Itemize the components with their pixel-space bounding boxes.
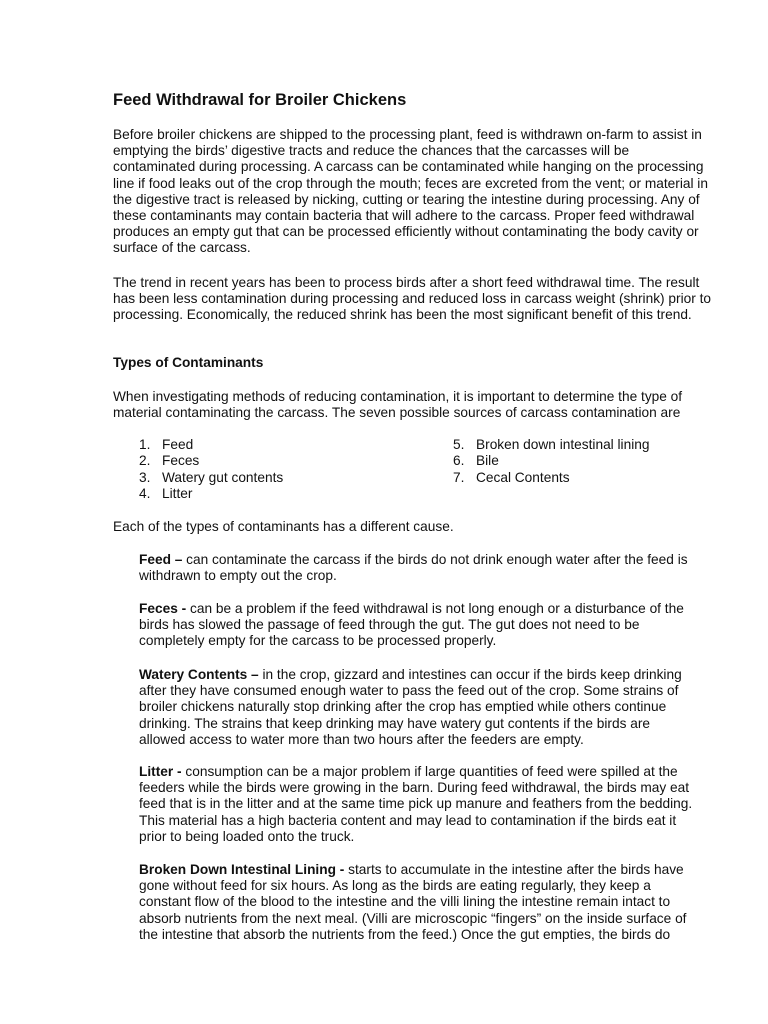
definition-intestinal-lining — [139, 862, 697, 943]
list-item-number: 4. — [139, 486, 151, 502]
definition-watery-contents — [139, 667, 697, 748]
intro-paragraph-1: Before broiler chickens are shipped to the processing plant, feed is withdrawn on-farm to assist in emptying the birds’ digestive tracts and reduce the chances that the carcasses will be contaminated during processing. A carcass can be contaminated while hanging on the processing line if food leaks out of the crop through the mouth; feces are excreted from the vent; or material in the digestive tract is released by nicking, cutting or tearing the intestine during processing. Any of these contaminants may contain bacteria that will adhere to the carcass. Proper feed withdrawal produces an empty gut that can be processed efficiently without contaminating the body cavity or surface of the carcass. — [113, 127, 708, 256]
list-item-label: Litter — [162, 486, 193, 502]
list-item-label: Cecal Contents — [476, 469, 570, 485]
list-item-number: 3. — [139, 469, 151, 485]
intro-paragraph-2: The trend in recent years has been to process birds after a short feed withdrawal time. The result has been less contamination during processing and reduced loss in carcass weight (shrink) prior to processing. Economically, the reduced shrink has been the most significant benefit of this trend. — [113, 275, 711, 323]
list-item-number: 1. — [139, 437, 151, 452]
list-item — [453, 437, 649, 453]
definition-text: in the crop, gizzard and intestines can occur if the birds keep drinking after they have consumed enough water to pass the feed out of the crop. Some strains of broiler chickens naturally stop drinking after the crop has emptied while others continue drinking. The strains that keep drinking may have watery gut contents if the birds are allowed access to water more than two hours after the feeders are empty. — [139, 667, 682, 747]
definition-term: Feed – — [139, 552, 187, 567]
definition-feed — [139, 552, 697, 584]
definition-text: can be a problem if the feed withdrawal is not long enough or a disturbance of the birds has slowed the passage of feed through the gut. The gut does not need to be completely empty for the carcass to be processed properly. — [139, 601, 684, 649]
list-item-number: 2. — [139, 453, 151, 469]
section-intro-paragraph: When investigating methods of reducing contamination, it is important to determine the type of material contaminating the carcass. The seven possible sources of carcass contamination are — [113, 389, 683, 421]
list-item — [139, 453, 283, 469]
list-item-label: Feces — [162, 453, 200, 469]
definition-term: Broken Down Intestinal Lining - — [139, 862, 349, 877]
list-item-label: Feed — [162, 437, 194, 452]
list-item — [453, 470, 649, 486]
definition-text: starts to accumulate in the intestine after the birds have gone without feed for six hours. As long as the birds are eating regularly, they keep a constant flow of the blood to the intestine and the villi lining the intestine remain intact to absorb nutrients from the next meal. (Villi are microscopic “fingers” on the inside surface of the intestine that absorb the nutrients from the feed.) Once the gut empties, the birds do — [139, 862, 687, 942]
list-item-label: Watery gut contents — [162, 469, 284, 485]
list-item-number: 6. — [453, 453, 465, 469]
list-item-number: 5. — [453, 437, 465, 452]
definition-text: consumption can be a major problem if large quantities of feed were spilled at the feeders while the birds were growing in the barn. During feed withdrawal, the birds may eat feed that is in the litter and at the same time pick up manure and feathers from the bedding. This material has a high bacteria content and may lead to contamination if the birds eat it prior to being loaded onto the truck. — [139, 764, 693, 844]
list-item-label: Bile — [476, 453, 499, 469]
definition-term: Feces - — [139, 601, 190, 616]
contaminant-list-right — [453, 437, 649, 486]
section-heading: Types of Contaminants — [113, 355, 264, 370]
contaminant-list-left — [139, 437, 283, 503]
definition-term: Litter - — [139, 764, 186, 779]
list-item — [139, 486, 283, 502]
list-item-number: 7. — [453, 469, 465, 485]
list-item-label: Broken down intestinal lining — [476, 437, 650, 452]
page-title: Feed Withdrawal for Broiler Chickens — [113, 91, 407, 109]
definition-litter — [139, 764, 697, 845]
definition-text: can contaminate the carcass if the birds do not drink enough water after the feed is withdrawn to empty out the crop. — [139, 552, 688, 584]
list-item — [453, 453, 649, 469]
list-item — [139, 470, 283, 486]
definition-feces — [139, 601, 697, 650]
causes-intro: Each of the types of contaminants has a different cause. — [113, 519, 454, 534]
list-item — [139, 437, 283, 453]
definition-term: Watery Contents – — [139, 667, 263, 682]
